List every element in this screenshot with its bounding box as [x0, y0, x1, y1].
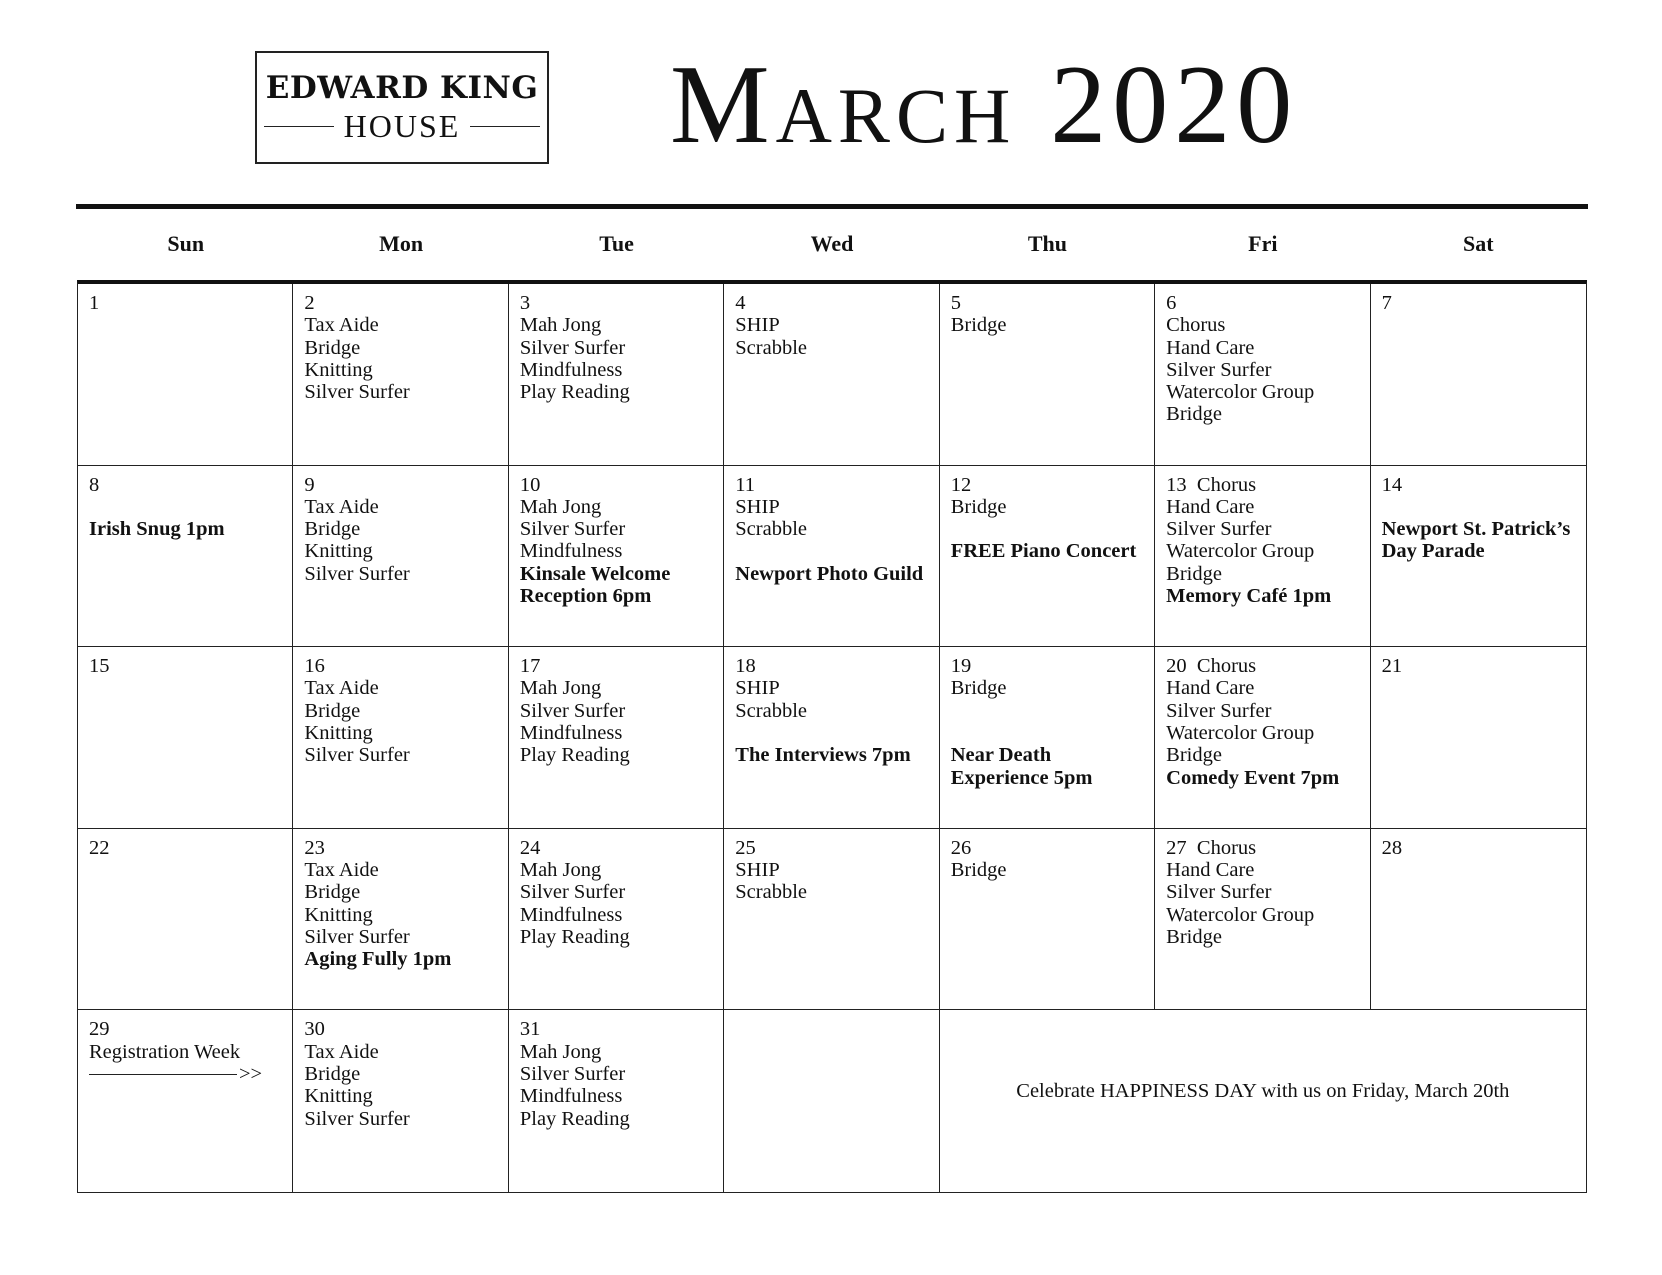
- day-number: 25: [735, 836, 756, 859]
- day-number: 30: [304, 1018, 325, 1041]
- activity-item: Tax Aide: [304, 1040, 379, 1063]
- day-number-row: [304, 837, 507, 859]
- weekday-label: Sun: [167, 231, 205, 256]
- activity-item: Scrabble: [735, 518, 808, 541]
- activity-item: Bridge: [950, 495, 1007, 518]
- day-cell: [293, 1010, 508, 1192]
- activity-item: Chorus: [1166, 314, 1226, 337]
- day-number: 13: [1166, 473, 1187, 496]
- activity-item: Silver Surfer: [304, 925, 410, 948]
- day-cell: [78, 284, 293, 466]
- special-event: Comedy Event 7pm: [1166, 766, 1340, 789]
- logo-rule-left: [264, 126, 334, 127]
- activity-item: Mindfulness: [519, 540, 623, 563]
- day-number-row: [520, 655, 723, 677]
- day-cell: [509, 284, 724, 466]
- activity-item: Silver Surfer: [304, 381, 410, 404]
- day-number-row: [89, 837, 292, 859]
- activity-item: Chorus: [1196, 473, 1257, 496]
- day-cell: [1155, 466, 1370, 648]
- activity-item: Bridge: [950, 314, 1007, 337]
- day-number-row: [520, 837, 723, 859]
- logo-name: EDWARD KING: [265, 70, 539, 106]
- activity-item: Mah Jong: [519, 859, 602, 882]
- activity-item: Mindfulness: [519, 722, 623, 745]
- weekday-label: Sat: [1462, 231, 1494, 256]
- special-event: Kinsale Welcome: [519, 562, 671, 585]
- day-cell: [78, 1010, 293, 1192]
- day-number-row: [520, 474, 723, 496]
- day-number: 17: [519, 655, 541, 678]
- day-number: 5: [950, 292, 961, 314]
- day-number: 8: [89, 473, 100, 496]
- day-number-row: [735, 292, 938, 314]
- day-number: 31: [519, 1018, 541, 1041]
- activity-item: Knitting: [304, 722, 373, 745]
- weekday-label: Wed: [810, 231, 854, 256]
- day-cell: [724, 829, 939, 1011]
- activity-item: Silver Surfer: [519, 518, 626, 541]
- activity-item: Tax Aide: [304, 495, 379, 518]
- weekday-label: Thu: [1027, 231, 1067, 256]
- day-number: 21: [1381, 655, 1403, 678]
- day-cell: [293, 829, 508, 1011]
- day-number: 16: [304, 655, 325, 678]
- day-number-row: [1382, 292, 1586, 314]
- weekday-label: Mon: [379, 231, 424, 256]
- activity-item: Silver Surfer: [1166, 881, 1272, 904]
- day-number: 7: [1381, 292, 1392, 314]
- activity-item: Play Reading: [519, 925, 630, 948]
- day-number: 27: [1166, 836, 1187, 859]
- activity-item: Hand Care: [1166, 677, 1255, 700]
- activity-item: Play Reading: [519, 744, 630, 767]
- day-cell: [509, 647, 724, 829]
- day-number: 23: [304, 836, 325, 859]
- special-event: Aging Fully 1pm: [304, 948, 452, 971]
- day-cell: [940, 466, 1155, 648]
- spacer: [951, 700, 1154, 722]
- special-event: FREE Piano Concert: [950, 540, 1137, 563]
- day-cell: [940, 284, 1155, 466]
- day-cell: [293, 284, 508, 466]
- special-event: Newport St. Patrick’s: [1381, 518, 1571, 541]
- day-cell: [1371, 466, 1586, 648]
- day-number: 2: [304, 292, 315, 314]
- logo-house: HOUSE: [343, 108, 461, 144]
- activity-item: Tax Aide: [304, 859, 379, 882]
- day-number-row: [951, 837, 1154, 859]
- day-number: 29: [89, 1018, 110, 1041]
- activity-item: Silver Surfer: [1166, 699, 1272, 722]
- day-number-row: [1382, 655, 1586, 677]
- special-event: Reception 6pm: [519, 585, 652, 608]
- day-number-row: [520, 1018, 723, 1040]
- activity-item: Bridge: [1166, 925, 1222, 948]
- day-number: 14: [1381, 473, 1403, 496]
- day-number-row: [1382, 474, 1586, 496]
- day-number-row: [304, 655, 507, 677]
- calendar-grid: [77, 280, 1587, 1193]
- activity-item: Mah Jong: [519, 677, 602, 700]
- day-number-row: [1382, 837, 1586, 859]
- day-number-row: [1166, 837, 1369, 859]
- arrow-line: [89, 1074, 237, 1075]
- activity-item: Mindfulness: [519, 1085, 623, 1108]
- day-number: 19: [950, 655, 972, 678]
- activity-item: Play Reading: [519, 381, 630, 404]
- header-divider: [76, 204, 1588, 209]
- day-number: 15: [89, 655, 110, 678]
- special-event: Memory Café 1pm: [1166, 585, 1332, 608]
- day-number: 26: [950, 836, 972, 859]
- day-cell: [78, 647, 293, 829]
- activity-item: Bridge: [1166, 744, 1222, 767]
- activity-item: Mah Jong: [519, 314, 602, 337]
- logo-rule-right: [470, 126, 540, 127]
- day-number-row: [89, 1018, 292, 1040]
- day-cell: [78, 466, 293, 648]
- day-number: 28: [1381, 836, 1403, 859]
- day-cell: [940, 647, 1155, 829]
- activity-item: Silver Surfer: [519, 336, 626, 359]
- day-number-row: [304, 1018, 507, 1040]
- activity-item: Knitting: [304, 358, 373, 381]
- activity-item: Chorus: [1196, 836, 1257, 859]
- day-number-row: [951, 474, 1154, 496]
- day-number-row: [304, 292, 507, 314]
- spacer: [735, 722, 938, 744]
- day-cell: [724, 466, 939, 648]
- day-number-row: [735, 837, 938, 859]
- activity-item: Mah Jong: [519, 495, 602, 518]
- day-cell: [509, 1010, 724, 1192]
- day-cell: [1155, 284, 1370, 466]
- activity-item: Hand Care: [1166, 859, 1255, 882]
- day-cell: [1371, 647, 1586, 829]
- day-number-row: [951, 292, 1154, 314]
- activity-item: Tax Aide: [304, 677, 379, 700]
- day-number: 9: [304, 473, 315, 496]
- day-cell: [940, 829, 1155, 1011]
- activity-item: Silver Surfer: [519, 881, 626, 904]
- happiness-day-note: Celebrate HAPPINESS DAY with us on Friday, March 20th: [1016, 1080, 1510, 1103]
- activity-item: Bridge: [304, 1062, 361, 1085]
- activity-item: Mindfulness: [519, 903, 623, 926]
- activity-item: Scrabble: [735, 699, 808, 722]
- day-number-row: [1166, 655, 1369, 677]
- day-number: 20: [1166, 655, 1187, 678]
- activity-item: Watercolor Group: [1166, 722, 1315, 745]
- activity-item: Tax Aide: [304, 314, 379, 337]
- special-event: Irish Snug 1pm: [89, 518, 225, 541]
- day-number-row: [89, 474, 292, 496]
- day-number-row: [735, 655, 938, 677]
- activity-item: Silver Surfer: [1166, 518, 1272, 541]
- logo-box: [255, 51, 549, 164]
- activity-item: Hand Care: [1166, 336, 1255, 359]
- activity-item: Bridge: [304, 336, 361, 359]
- activity-item: Scrabble: [735, 336, 808, 359]
- activity-item: Hand Care: [1166, 495, 1255, 518]
- day-number-row: [304, 474, 507, 496]
- day-number: 1: [89, 292, 100, 314]
- arrow-head: >>: [239, 1062, 263, 1085]
- activity-item: SHIP: [735, 677, 780, 700]
- activity-item: Scrabble: [735, 881, 808, 904]
- day-number: 6: [1166, 292, 1177, 314]
- day-cell: [724, 1010, 939, 1192]
- day-number-row: [735, 474, 938, 496]
- activity-item: Watercolor Group: [1166, 381, 1315, 404]
- activity-item: Silver Surfer: [304, 562, 410, 585]
- special-event: Newport Photo Guild: [735, 562, 924, 585]
- day-cell: [1155, 647, 1370, 829]
- activity-item: SHIP: [735, 314, 780, 337]
- day-cell: [724, 284, 939, 466]
- activity-item: Silver Surfer: [1166, 358, 1272, 381]
- day-number-row: [89, 292, 292, 314]
- day-cell: [1371, 829, 1586, 1011]
- activity-item: Bridge: [950, 859, 1007, 882]
- activity-item: Silver Surfer: [304, 744, 410, 767]
- spacer: [951, 722, 1154, 744]
- day-number: 11: [735, 473, 756, 496]
- spacer: [89, 496, 292, 518]
- activity-item: SHIP: [735, 495, 780, 518]
- activity-item: Knitting: [304, 1085, 373, 1108]
- day-number: 3: [519, 292, 531, 314]
- weekday-label: Fri: [1248, 231, 1278, 256]
- activity-item: SHIP: [735, 859, 780, 882]
- day-number-row: [520, 292, 723, 314]
- day-cell: [293, 647, 508, 829]
- activity-item: Bridge: [1166, 403, 1222, 426]
- day-cell: [1371, 284, 1586, 466]
- logo-subline: [257, 107, 547, 145]
- day-cell: [293, 466, 508, 648]
- day-number: 12: [950, 473, 972, 496]
- activity-item: Play Reading: [519, 1107, 630, 1130]
- activity-item: Silver Surfer: [519, 1062, 626, 1085]
- activity-item: Bridge: [950, 677, 1007, 700]
- activity-item: Watercolor Group: [1166, 540, 1315, 563]
- special-event: Experience 5pm: [950, 766, 1093, 789]
- day-number: 10: [519, 473, 541, 496]
- special-event: The Interviews 7pm: [735, 744, 911, 767]
- activity-item: Knitting: [304, 903, 373, 926]
- weekday-label: Tue: [599, 231, 634, 256]
- page-title: March 2020: [670, 43, 1299, 167]
- day-cell: [1155, 829, 1370, 1011]
- special-event: Day Parade: [1381, 540, 1485, 563]
- activity-item: Silver Surfer: [304, 1107, 410, 1130]
- special-event: Near Death: [950, 744, 1052, 767]
- day-cell: [509, 829, 724, 1011]
- activity-item: Bridge: [304, 881, 361, 904]
- activity-item: Bridge: [1166, 562, 1222, 585]
- day-number: 18: [735, 655, 756, 678]
- day-cell: [78, 829, 293, 1011]
- spacer: [735, 540, 938, 562]
- day-number-row: [1166, 474, 1369, 496]
- activity-item: Mah Jong: [519, 1040, 602, 1063]
- day-number-row: [89, 655, 292, 677]
- activity-item: Bridge: [304, 699, 361, 722]
- activity-item: Bridge: [304, 518, 361, 541]
- day-cell: [724, 647, 939, 829]
- day-number-row: [951, 655, 1154, 677]
- weekday-header-row: [78, 218, 1586, 270]
- activity-item: Chorus: [1196, 655, 1257, 678]
- day-number: 22: [89, 836, 110, 859]
- activity-item: Mindfulness: [519, 358, 623, 381]
- activity-item: Registration Week: [89, 1040, 241, 1063]
- activity-item: Silver Surfer: [519, 699, 626, 722]
- arrow-row: [89, 1063, 292, 1085]
- day-cell: [509, 466, 724, 648]
- activity-item: Watercolor Group: [1166, 903, 1315, 926]
- spacer: [951, 518, 1154, 540]
- day-number: 4: [735, 292, 746, 314]
- activity-item: Knitting: [304, 540, 373, 563]
- day-number-row: [1166, 292, 1369, 314]
- day-number: 24: [519, 836, 541, 859]
- spacer: [1382, 496, 1586, 518]
